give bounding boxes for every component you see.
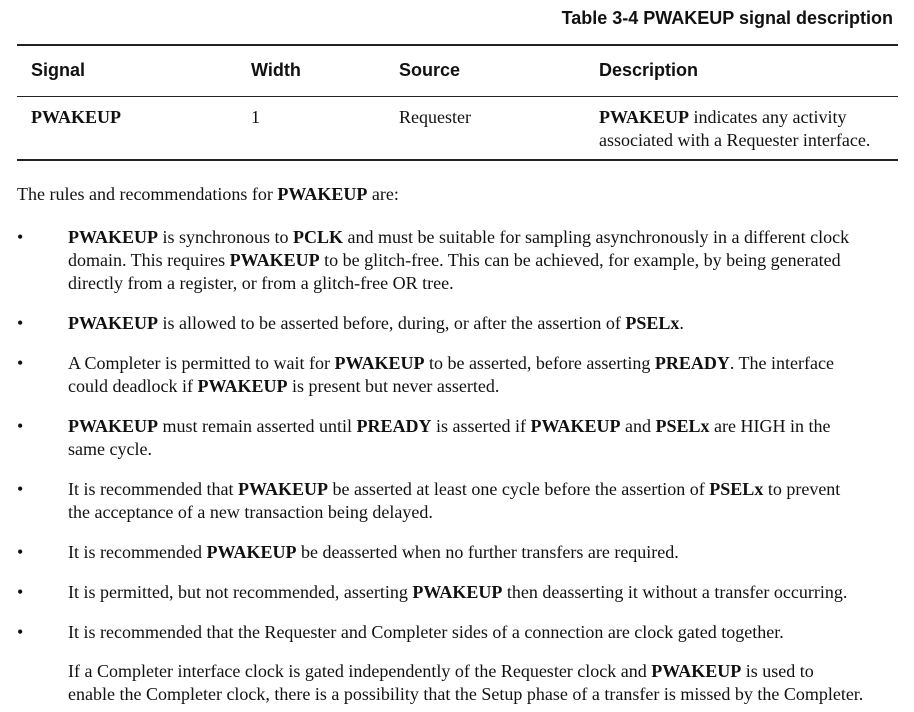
text-line	[68, 621, 907, 644]
text-run: It is recommended that the Requester and Completer sides of a connection are clock gated together.	[68, 622, 784, 642]
text-line	[68, 660, 908, 683]
text-run: directly from a register, or from a glitch-free OR tree.	[68, 273, 454, 293]
list-item	[17, 581, 907, 604]
signal-table	[17, 44, 898, 161]
text-run: is used to	[741, 661, 814, 681]
note-paragraph	[68, 660, 908, 706]
signal-name: PWAKEUP	[651, 661, 742, 681]
header-signal: Signal	[31, 60, 86, 80]
text-line	[68, 312, 907, 335]
text-run: is asserted if	[431, 416, 531, 436]
list-item	[17, 415, 907, 461]
text-line	[68, 375, 907, 398]
list-item-text	[68, 541, 907, 564]
text-line	[68, 272, 907, 295]
signal-name: PWAKEUP	[229, 250, 320, 270]
signal-name: PWAKEUP	[68, 227, 158, 247]
text-line	[68, 541, 907, 564]
text-run: to be glitch-free. This can be achieved, for example, by being generated	[319, 250, 841, 270]
signal-name: PWAKEUP	[206, 542, 297, 562]
bullet-marker: •	[17, 416, 24, 436]
text-run: .	[679, 313, 684, 333]
list-item	[17, 226, 907, 295]
list-item	[17, 312, 907, 335]
list-item-text	[68, 415, 907, 461]
table-row	[17, 97, 898, 159]
signal-name: PWAKEUP	[68, 313, 158, 333]
intro-pre: The rules and recommendations for	[17, 184, 278, 204]
text-line	[68, 501, 907, 524]
table-caption: Table 3-4 PWAKEUP signal description	[561, 8, 893, 28]
text-run: It is recommended	[68, 542, 207, 562]
text-run: the acceptance of a new transaction being delayed.	[68, 502, 433, 522]
bullet-marker: •	[17, 227, 24, 247]
text-line	[68, 438, 907, 461]
bullet-marker: •	[17, 479, 24, 499]
table-header-row	[17, 46, 898, 97]
bullet-marker: •	[17, 353, 24, 373]
signal-name: PSELx	[625, 313, 680, 333]
text-run: and must be suitable for sampling asynchronously in a different clock	[343, 227, 850, 247]
text-run: same cycle.	[68, 439, 152, 459]
signal-name: PCLK	[293, 227, 344, 247]
text-run: to prevent	[763, 479, 841, 499]
signal-name: PWAKEUP	[412, 582, 503, 602]
cell-signal: PWAKEUP	[31, 107, 121, 127]
text-line	[68, 478, 907, 501]
list-item	[17, 621, 907, 644]
header-source: Source	[399, 60, 461, 80]
bullet-marker: •	[17, 542, 24, 562]
text-run: enable the Completer clock, there is a possibility that the Setup phase of a transfer is missed by the Completer.	[68, 684, 864, 704]
text-line	[68, 249, 907, 272]
signal-name: PWAKEUP	[530, 416, 621, 436]
text-run: to be asserted, before asserting	[424, 353, 655, 373]
signal-name: PSELx	[655, 416, 710, 436]
rules-list	[17, 226, 907, 661]
cell-description	[599, 106, 870, 152]
list-item-text	[68, 621, 907, 644]
text-line	[68, 226, 907, 249]
signal-name: PWAKEUP	[334, 353, 425, 373]
text-run: It is permitted, but not recommended, asserting	[68, 582, 413, 602]
text-run: and	[620, 416, 656, 436]
bullet-marker: •	[17, 582, 24, 602]
text-run: could deadlock if	[68, 376, 198, 396]
text-run: is present but never asserted.	[287, 376, 500, 396]
cell-width: 1	[251, 107, 260, 127]
intro-post: are:	[367, 184, 399, 204]
text-line	[68, 352, 907, 375]
text-run: is synchronous to	[158, 227, 293, 247]
list-item-text	[68, 312, 907, 335]
intro-signal: PWAKEUP	[277, 184, 368, 204]
text-run: be asserted at least one cycle before the assertion of	[327, 479, 710, 499]
desc-line2: associated with a Requester interface.	[599, 130, 871, 150]
signal-name: PREADY	[356, 416, 432, 436]
text-run: are HIGH in the	[709, 416, 831, 436]
signal-name: PREADY	[654, 353, 730, 373]
text-run: A Completer is permitted to wait for	[68, 353, 335, 373]
text-run: must remain asserted until	[158, 416, 357, 436]
list-item	[17, 352, 907, 398]
desc-line1: indicates any activity	[689, 107, 847, 127]
signal-name: PWAKEUP	[68, 416, 158, 436]
signal-name: PWAKEUP	[197, 376, 288, 396]
text-run: then deasserting it without a transfer occurring.	[502, 582, 848, 602]
list-item-text	[68, 581, 907, 604]
list-item	[17, 541, 907, 564]
list-item	[17, 478, 907, 524]
text-run: is allowed to be asserted before, during, or after the assertion of	[158, 313, 626, 333]
desc-signal: PWAKEUP	[599, 107, 689, 127]
cell-source: Requester	[399, 107, 471, 127]
header-width: Width	[251, 60, 301, 80]
text-run: be deasserted when no further transfers are required.	[296, 542, 679, 562]
intro-paragraph	[17, 183, 399, 206]
header-description: Description	[599, 60, 699, 80]
text-line	[68, 581, 907, 604]
text-line	[68, 415, 907, 438]
text-run: . The interface	[729, 353, 834, 373]
bullet-marker: •	[17, 622, 24, 642]
text-run: It is recommended that	[68, 479, 238, 499]
text-run: If a Completer interface clock is gated independently of the Requester clock and	[68, 661, 652, 681]
list-item-text	[68, 226, 907, 295]
list-item-text	[68, 352, 907, 398]
text-run: domain. This requires	[68, 250, 230, 270]
text-line	[68, 683, 908, 706]
signal-name: PWAKEUP	[237, 479, 328, 499]
bullet-marker: •	[17, 313, 24, 333]
signal-name: PSELx	[709, 479, 764, 499]
list-item-text	[68, 478, 907, 524]
